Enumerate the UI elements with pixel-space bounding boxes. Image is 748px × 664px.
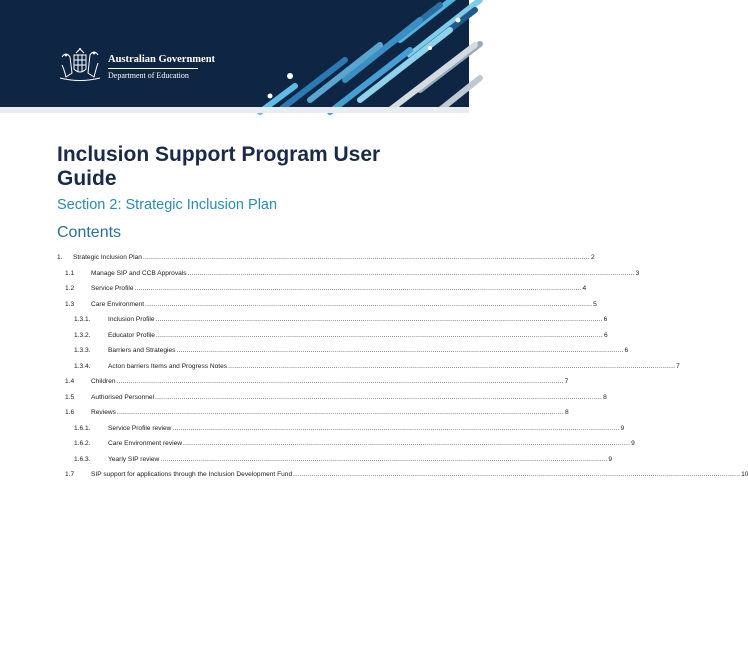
toc-entry-title: Service Profile: [91, 285, 134, 292]
toc-entry-number: 1.6.1.: [74, 424, 91, 432]
page-header: [0, 0, 469, 107]
toc-leader-dots: ............................................................................................................................................................................................................................: [134, 285, 582, 292]
toc-leader-dots: ............................................................................................................................................................................................................................: [172, 424, 620, 432]
toc-entry-title: Reviews: [91, 409, 116, 416]
toc-entry-number: 1.: [57, 254, 63, 261]
toc-entry[interactable]: [57, 424, 625, 434]
toc-entry-title: SIP support for applications through the Inclusion Development Fund: [91, 471, 293, 478]
toc-entry-page: 9: [631, 440, 635, 447]
toc-entry-title: Barriers and Strategies: [108, 347, 176, 354]
toc-entry-title: Manage SIP and CCB Approvals: [91, 269, 187, 277]
toc-entry-title: Authorised Personnel: [91, 393, 155, 401]
toc-entry[interactable]: [57, 393, 607, 403]
toc-entry-page: 7: [564, 378, 569, 385]
toc-entry-page: 6: [603, 331, 608, 339]
toc-entry[interactable]: [57, 470, 748, 480]
toc-entry-title: Care Environment: [91, 300, 145, 308]
toc-entry[interactable]: [57, 284, 587, 294]
toc-entry-title: Children: [91, 378, 116, 385]
toc-leader-dots: ............................................................................................................................................................................................................................: [145, 300, 593, 308]
toc-leader-dots: ............................................................................................................................................................................................................................: [116, 378, 564, 385]
toc-entry-page: 10: [741, 471, 748, 478]
toc-entry[interactable]: [57, 408, 569, 418]
toc-entry-number: 1.6: [65, 409, 75, 416]
toc-entry-number: 1.1: [65, 269, 75, 277]
toc-entry-page: 8: [564, 409, 569, 416]
toc-entry-page: 4: [582, 285, 587, 292]
toc-entry-number: 1.3.1.: [74, 316, 91, 323]
toc-entry-page: 9: [620, 424, 625, 432]
toc-entry[interactable]: [57, 253, 595, 263]
toc-entry[interactable]: [57, 377, 569, 387]
toc-entry[interactable]: [57, 300, 597, 310]
toc-entry-title: Service Profile review: [108, 424, 172, 432]
toc-leader-dots: ............................................................................................................................................................................................................................: [176, 347, 624, 354]
toc-entry[interactable]: [57, 362, 680, 372]
government-name: Australian Government: [108, 54, 216, 65]
toc-leader-dots: ............................................................................................................................................................................................................................: [160, 455, 608, 463]
toc-entry-number: 1.7: [65, 471, 75, 478]
toc-entry-page: 3: [635, 269, 640, 277]
toc-entry-page: 6: [603, 316, 608, 323]
logo-divider: [108, 68, 198, 69]
government-logo-text: [108, 54, 215, 81]
toc-entry-title: Acton barriers Items and Progress Notes: [108, 362, 228, 370]
toc-leader-dots: ............................................................................................................................................................................................................................: [183, 440, 631, 447]
toc-entry-title: Care Environment review: [108, 440, 183, 447]
toc-leader-dots: ............................................................................................................................................................................................................................: [155, 393, 603, 401]
toc-entry-page: 8: [603, 393, 607, 401]
toc-entry-title: Yearly SIP review: [108, 455, 160, 463]
coat-of-arms-icon: [56, 47, 104, 83]
document-subtitle: Section 2: Strategic Inclusion Plan: [57, 197, 278, 213]
toc-entry[interactable]: [57, 315, 608, 325]
toc-entry[interactable]: [57, 346, 629, 356]
toc-entry-page: 7: [676, 362, 680, 370]
toc-entry-number: 1.2: [65, 285, 75, 292]
toc-entry-title: Inclusion Profile: [108, 316, 155, 323]
document-title: Inclusion Support Program User Guide: [57, 143, 381, 190]
toc-leader-dots: ............................................................................................................................................................................................................................: [155, 331, 603, 339]
toc-leader-dots: ............................................................................................................................................................................................................................: [293, 471, 741, 478]
toc-entry[interactable]: [57, 269, 640, 279]
toc-leader-dots: ............................................................................................................................................................................................................................: [228, 362, 676, 370]
toc-leader-dots: ............................................................................................................................................................................................................................: [142, 254, 590, 261]
toc-leader-dots: ............................................................................................................................................................................................................................: [187, 269, 635, 277]
header-bottom-band: [0, 107, 469, 113]
toc-entry-title: Educator Profile: [108, 331, 155, 339]
toc-entry[interactable]: [57, 455, 613, 465]
toc-entry-page: 2: [590, 254, 595, 261]
toc-entry-number: 1.4: [65, 378, 75, 385]
toc-entry-number: 1.3.3.: [74, 347, 91, 354]
toc-entry-number: 1.3.4.: [74, 362, 91, 370]
decorative-stripes: [250, 0, 469, 107]
toc-entry-page: 6: [624, 347, 629, 354]
toc-entry-page: 9: [608, 455, 613, 463]
contents-heading: Contents: [57, 224, 122, 241]
department-name: Department of Education: [108, 71, 189, 80]
toc-leader-dots: ............................................................................................................................................................................................................................: [116, 409, 564, 416]
toc-entry-page: 5: [593, 300, 597, 308]
toc-entry-number: 1.3.2.: [74, 331, 91, 339]
toc-entry-number: 1.3: [65, 300, 75, 308]
toc-entry-number: 1.6.2.: [74, 440, 91, 447]
toc-entry-number: 1.6.3.: [74, 455, 91, 463]
toc-entry-title: Strategic Inclusion Plan: [73, 254, 142, 261]
toc-leader-dots: ............................................................................................................................................................................................................................: [155, 316, 603, 323]
toc-entry-number: 1.5: [65, 393, 75, 401]
toc-entry[interactable]: [57, 439, 635, 449]
toc-entry[interactable]: [57, 331, 608, 341]
